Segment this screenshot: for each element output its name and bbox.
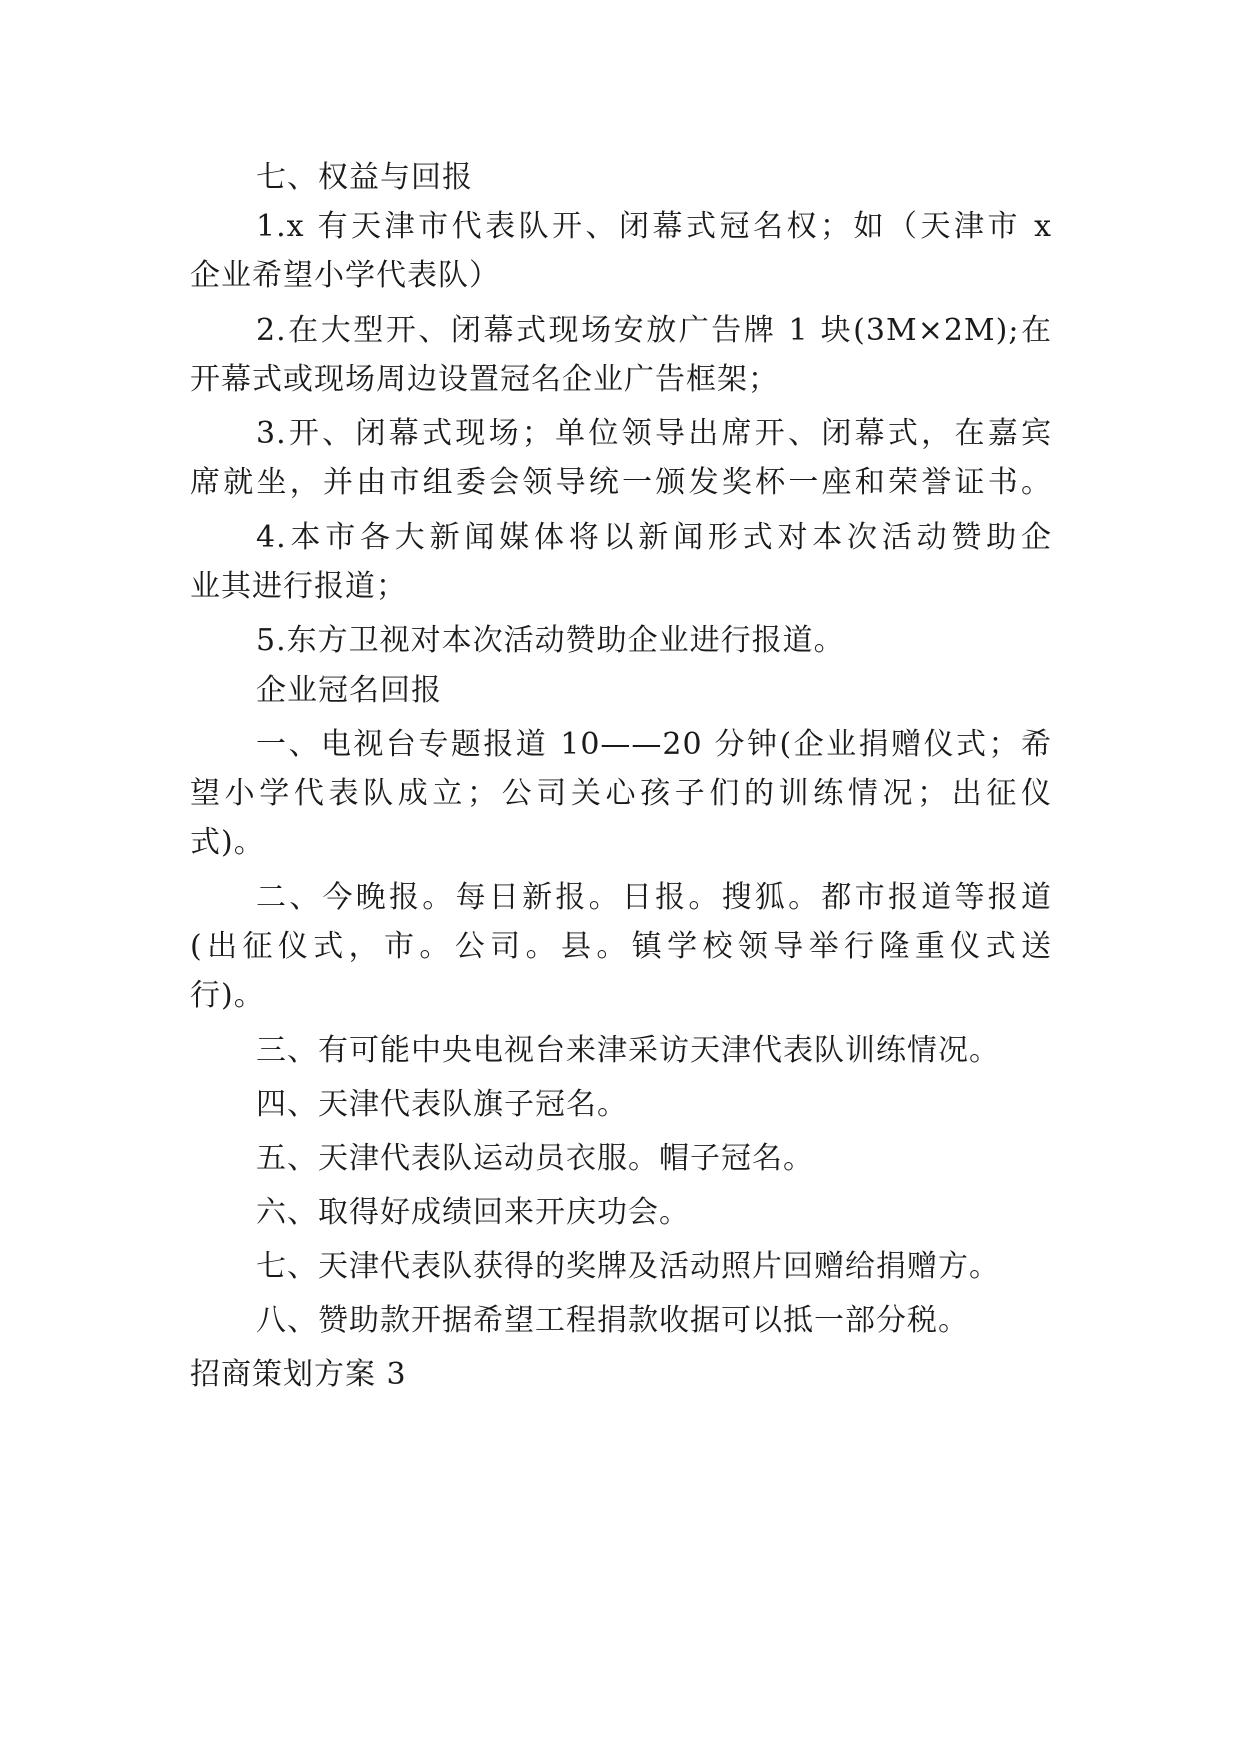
paragraph-line: 四、天津代表队旗子冠名。 bbox=[256, 1087, 628, 1122]
paragraph-line: 八、赞助款开据希望工程捐款收据可以抵一部分税。 bbox=[256, 1303, 969, 1338]
paragraph-line: 六、取得好成绩回来开庆功会。 bbox=[256, 1195, 690, 1230]
paragraph-line: 3.开、闭幕式现场；单位领导出席开、闭幕式，在嘉宾 bbox=[256, 416, 1052, 451]
section-title: 招商策划方案 3 bbox=[190, 1357, 407, 1392]
paragraph-line: 2.在大型开、闭幕式现场安放广告牌 1 块(3M×2M);在 bbox=[256, 313, 1052, 348]
paragraph-line: 企业希望小学代表队） bbox=[190, 258, 500, 293]
paragraph-line: 三、有可能中央电视台来津采访天津代表队训练情况。 bbox=[256, 1033, 1000, 1068]
subsection-heading: 企业冠名回报 bbox=[256, 673, 442, 708]
paragraph-line: (出征仪式，市。公司。县。镇学校领导举行隆重仪式送 bbox=[190, 929, 1052, 964]
paragraph-line: 席就坐，并由市组委会领导统一颁发奖杯一座和荣誉证书。 bbox=[190, 465, 1052, 500]
section-heading: 七、权益与回报 bbox=[256, 160, 473, 195]
paragraph-line: 开幕式或现场周边设置冠名企业广告框架； bbox=[190, 362, 779, 397]
paragraph-line: 1.x 有天津市代表队开、闭幕式冠名权；如（天津市 x bbox=[256, 209, 1052, 244]
paragraph-line: 4.本市各大新闻媒体将以新闻形式对本次活动赞助企 bbox=[256, 520, 1052, 555]
paragraph-line: 五、天津代表队运动员衣服。帽子冠名。 bbox=[256, 1141, 814, 1176]
paragraph-line: 望小学代表队成立；公司关心孩子们的训练情况；出征仪 bbox=[190, 776, 1052, 811]
paragraph-line: 式)。 bbox=[190, 825, 265, 860]
paragraph-line: 行)。 bbox=[190, 978, 265, 1013]
paragraph-line: 一、电视台专题报道 10——20 分钟(企业捐赠仪式；希 bbox=[256, 727, 1052, 762]
paragraph-line: 业其进行报道； bbox=[190, 569, 407, 604]
paragraph-line: 5.东方卫视对本次活动赞助企业进行报道。 bbox=[256, 623, 845, 658]
paragraph-line: 七、天津代表队获得的奖牌及活动照片回赠给捐赠方。 bbox=[256, 1249, 1000, 1284]
paragraph-line: 二、今晚报。每日新报。日报。搜狐。都市报道等报道 bbox=[256, 880, 1052, 915]
